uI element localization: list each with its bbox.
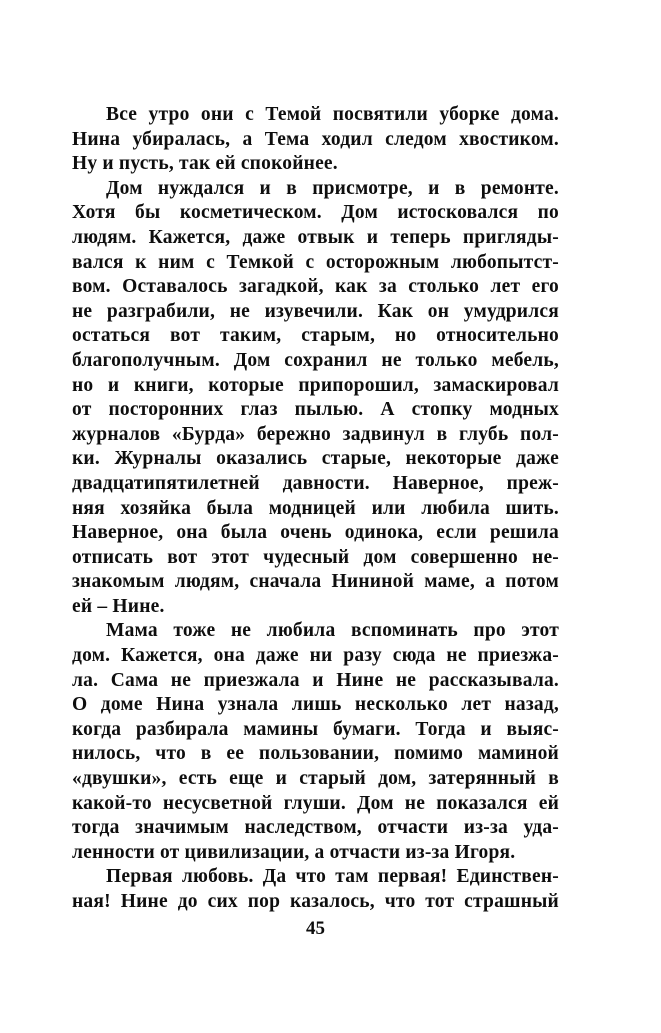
text-line: О доме Нина узнала лишь несколько лет назад, [72, 694, 559, 716]
text-block [72, 103, 559, 915]
text-line: няя хозяйка была модницей или любила шить. [72, 497, 559, 519]
text-line: от посторонних глаз пылью. А стопку модных [72, 399, 559, 421]
text-line: Нина убиралась, а Тема ходил следом хвостиком. [72, 128, 559, 150]
text-line: Первая любовь. Да что там первая! Единствен- [106, 866, 559, 888]
text-line: Все утро они с Темой посвятили уборке дома. [106, 104, 559, 125]
text-line: знакомым людям, сначала Нининой маме, а потом [72, 571, 559, 593]
text-line: какой-то несусветной глуши. Дом не показался ей [72, 792, 559, 814]
text-line: отписать вот этот чудесный дом совершенно не- [72, 546, 559, 568]
text-line: журналов «Бурда» бережно задвинул в глубь пол- [72, 423, 559, 445]
text-line: ки. Журналы оказались старые, некоторые даже [72, 448, 559, 470]
text-line: ей – Нине. [72, 595, 165, 617]
text-line: не разграбили, не изувечили. Как он умудрился [72, 300, 559, 322]
text-line: ленности от цивилизации, а отчасти из-за Игоря. [72, 841, 516, 863]
text-line: вался к ним с Темкой с осторожным любопытст- [72, 251, 559, 273]
text-line: Ну и пусть, так ей спокойнее. [72, 153, 338, 175]
text-line: двадцатипятилетней давности. Наверное, преж- [72, 472, 559, 494]
text-line: вом. Оставалось загадкой, как за столько лет его [72, 276, 559, 298]
text-line: Хотя бы косметическом. Дом истосковался по [72, 202, 559, 224]
text-line: остаться вот таким, старым, но относительно [72, 325, 559, 347]
text-line: людям. Кажется, даже отвык и теперь пригляды- [72, 226, 559, 248]
text-line: «двушки», есть еще и старый дом, затерянный в [72, 768, 559, 790]
text-line: тогда значимым наследством, отчасти из-за уда- [72, 817, 559, 839]
text-line: нилось, что в ее пользовании, помимо маминой [72, 743, 559, 765]
text-line: но и книги, которые припорошил, замаскировал [72, 374, 559, 396]
text-line: Мама тоже не любила вспоминать про этот [106, 620, 559, 642]
text-line: ла. Сама не приезжала и Нине не рассказывала. [72, 669, 559, 691]
text-line: Дом нуждался и в присмотре, и в ремонте. [106, 177, 559, 199]
text-line: когда разбирала мамины бумаги. Тогда и выяс- [72, 718, 559, 740]
text-line: Наверное, она была очень одинока, если решила [72, 522, 559, 544]
text-line: благополучным. Дом сохранил не только мебель, [72, 349, 559, 371]
text-line: ная! Нине до сих пор казалось, что тот страшный [72, 891, 559, 912]
page-number: 45 [306, 918, 325, 939]
text-line: дом. Кажется, она даже ни разу сюда не приезжа- [72, 645, 559, 667]
